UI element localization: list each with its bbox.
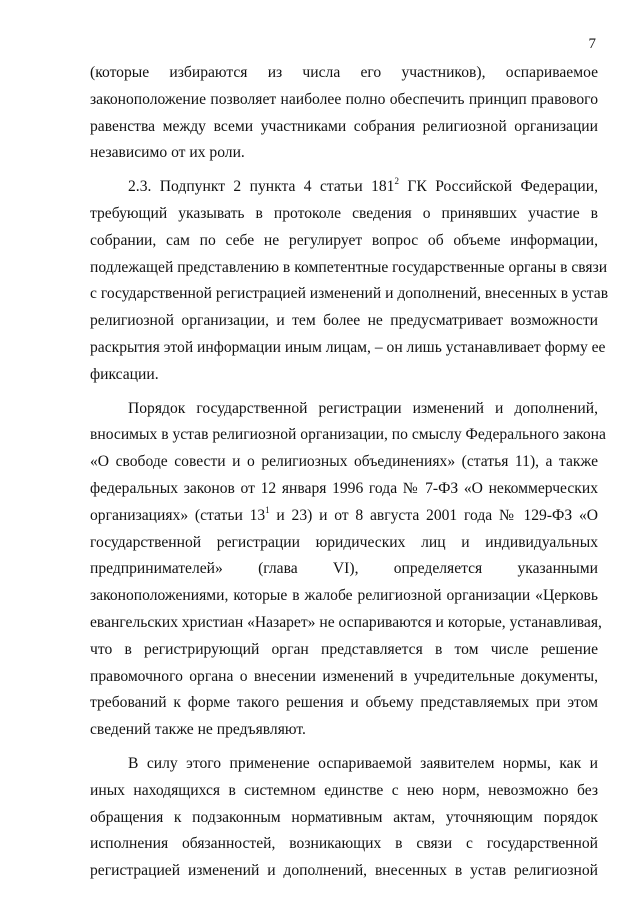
paragraph-gap bbox=[90, 744, 598, 751]
line-text: сведений также не предъявляют. bbox=[90, 721, 306, 739]
line-text: иных находящихся в системном единстве с нею норм, невозможно без bbox=[90, 781, 598, 799]
text-line bbox=[90, 174, 598, 201]
text-line bbox=[90, 476, 598, 503]
text-line bbox=[90, 362, 598, 389]
text-line bbox=[90, 60, 598, 87]
text-line bbox=[90, 530, 598, 557]
line-text: исполнения обязанностей, возникающих в связи с государственной bbox=[90, 835, 598, 853]
text-line bbox=[90, 281, 609, 308]
text-line bbox=[90, 308, 598, 335]
line-text: евангельских христиан «Назарет» не оспариваются и которые, устанавливая, bbox=[90, 613, 602, 631]
text-line bbox=[90, 228, 598, 255]
line-text: независимо от их роли. bbox=[90, 144, 245, 162]
text-line bbox=[90, 690, 598, 717]
text-line bbox=[90, 858, 598, 885]
text-line bbox=[90, 201, 598, 228]
line-text: «О свободе совести и о религиозных объединениях» (статья 11), а также bbox=[90, 453, 598, 471]
paragraph-gap bbox=[90, 167, 598, 174]
line-text: Порядок государственной регистрации изменений и дополнений, bbox=[128, 399, 598, 417]
page-number: 7 bbox=[588, 36, 596, 52]
line-text: требующий указывать в протоколе сведения о принявших участие в bbox=[90, 204, 598, 222]
text-line bbox=[90, 778, 598, 805]
line-text-continued: и 23) и от 8 августа 2001 года № 129-ФЗ «О bbox=[269, 506, 599, 524]
line-text: законоположениями, которые в жалобе религиозной организации «Церковь bbox=[90, 587, 598, 605]
line-text: что в регистрирующий орган представляется в том числе решение bbox=[90, 640, 598, 658]
line-text: государственной регистрации юридических лиц и индивидуальных bbox=[90, 533, 598, 551]
text-line bbox=[90, 503, 598, 530]
text-line bbox=[90, 664, 598, 691]
line-text: 2.3. Подпункт 2 пункта 4 статьи 181 bbox=[128, 178, 395, 196]
line-text: фиксации. bbox=[90, 365, 159, 383]
line-text: требований к форме такого решения и объему представляемых при этом bbox=[90, 694, 598, 712]
line-text: равенства между всеми участниками собрания религиозной организации bbox=[90, 117, 598, 135]
line-text: раскрытия этой информации иным лицам, – он лишь устанавливает форму ее bbox=[90, 338, 606, 356]
text-line bbox=[90, 114, 598, 141]
line-text: обращения к подзаконным нормативным актам, уточняющим порядок bbox=[90, 808, 598, 826]
text-line bbox=[90, 396, 598, 423]
paragraph-gap bbox=[90, 389, 598, 396]
text-line bbox=[90, 610, 602, 637]
text-line bbox=[90, 751, 598, 778]
line-text-continued: ГК Российской Федерации, bbox=[398, 178, 598, 196]
line-text: законоположение позволяет наиболее полно обеспечить принцип правового bbox=[90, 90, 598, 108]
line-text: вносимых в устав религиозной организации, по смыслу Федерального закона bbox=[90, 426, 606, 444]
line-text: религиозной организации, и тем более не предусматривает возможности bbox=[90, 312, 598, 330]
text-line bbox=[90, 831, 598, 858]
line-text: регистрацией изменений и дополнений, внесенных в устав религиозной bbox=[90, 862, 598, 880]
text-line bbox=[90, 422, 606, 449]
line-text: В силу этого применение оспариваемой заявителем нормы, как и bbox=[128, 754, 598, 772]
text-line bbox=[90, 805, 598, 832]
text-line bbox=[90, 255, 608, 282]
text-line bbox=[90, 87, 598, 114]
text-line bbox=[90, 335, 606, 362]
text-line bbox=[90, 140, 598, 167]
line-text: предпринимателей» (глава VI), определяется указанными bbox=[90, 560, 598, 578]
text-line bbox=[90, 556, 598, 583]
line-text: федеральных законов от 12 января 1996 года № 7-ФЗ «О некоммерческих bbox=[90, 479, 598, 497]
text-line bbox=[90, 637, 598, 664]
line-text: (которые избираются из числа его участников), оспариваемое bbox=[90, 64, 598, 81]
text-line bbox=[90, 583, 598, 610]
body-text bbox=[90, 60, 609, 885]
line-text: собрании, сам по себе не регулирует вопрос об объеме информации, bbox=[90, 231, 598, 249]
text-line bbox=[90, 449, 598, 476]
line-text: организациях» (статьи 13 bbox=[90, 506, 266, 524]
footnote-superscript: 2 bbox=[394, 176, 399, 186]
footnote-superscript: 1 bbox=[265, 504, 270, 515]
text-line bbox=[90, 717, 598, 744]
line-text: правомочного органа о внесении изменений в учредительные документы, bbox=[90, 667, 598, 685]
line-text: подлежащей представлению в компетентные государственные органы в связи bbox=[90, 258, 608, 276]
line-text: с государственной регистрацией изменений и дополнений, внесенных в устав bbox=[90, 285, 609, 303]
